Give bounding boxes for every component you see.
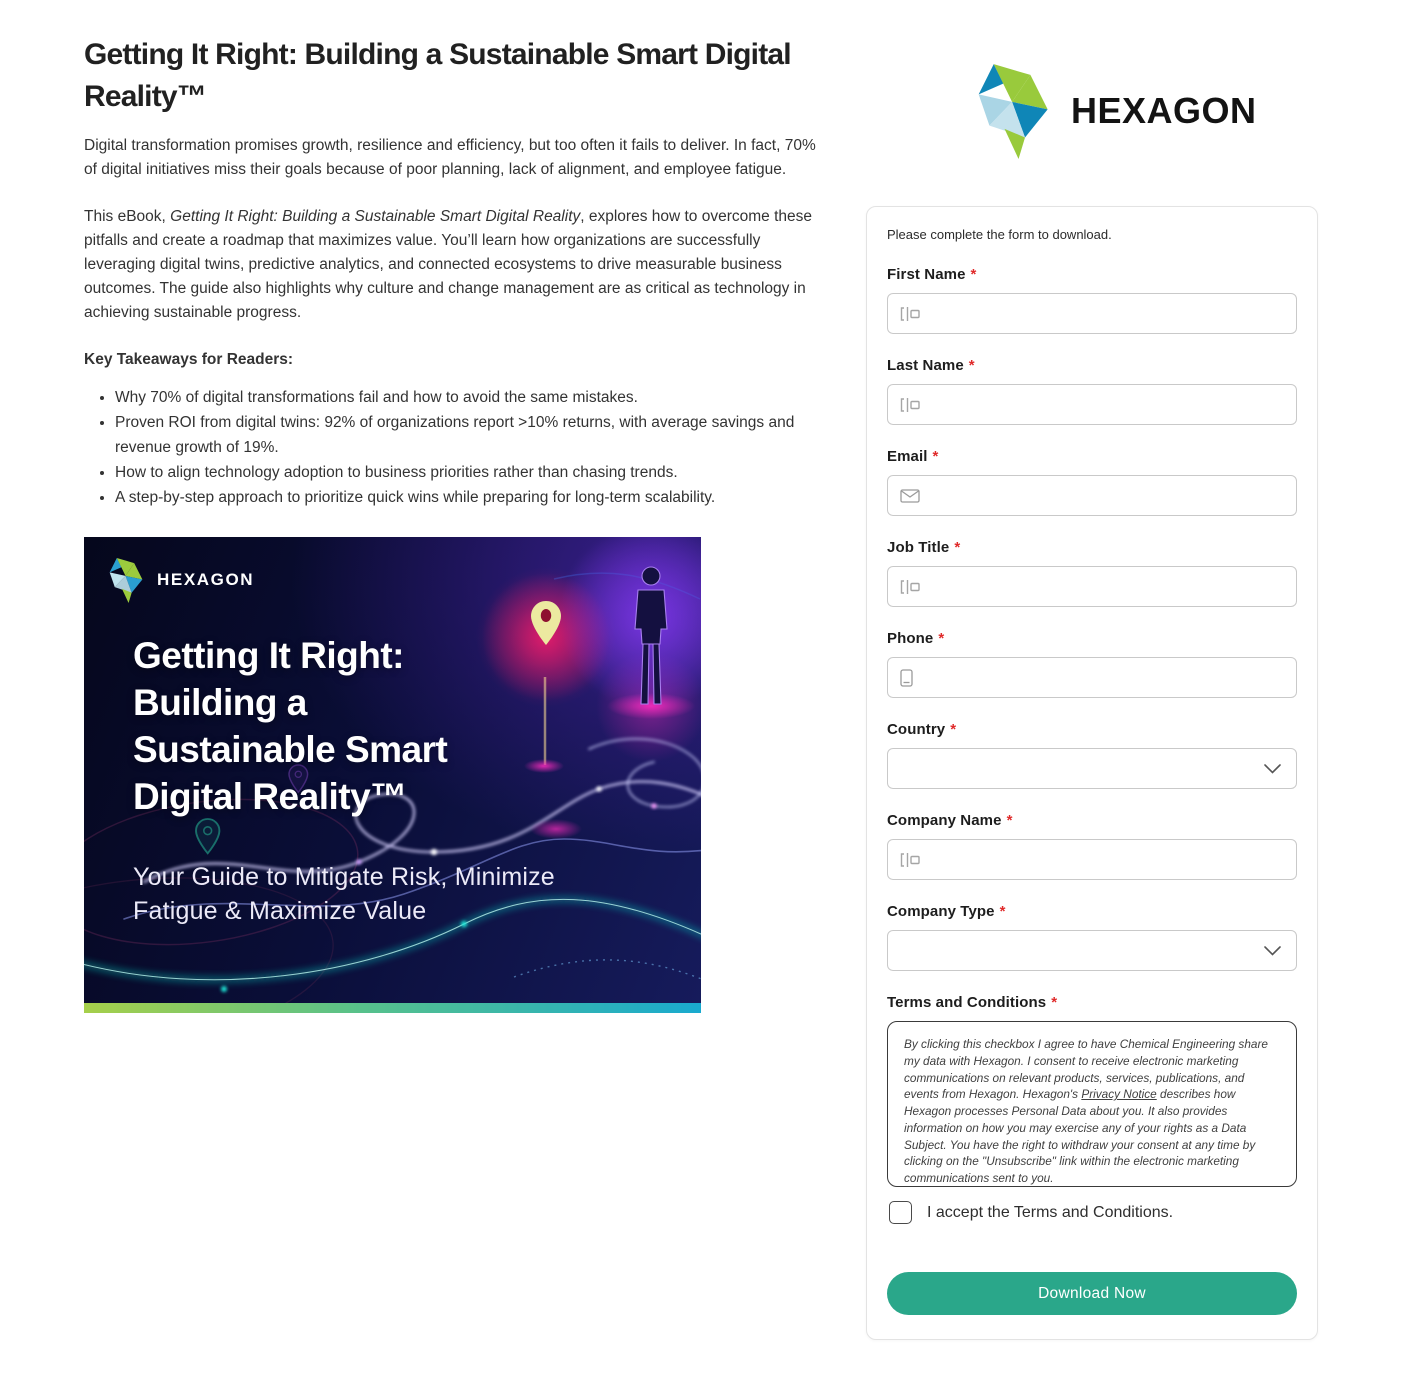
chevron-down-icon — [1264, 764, 1281, 774]
job-title-label: Job Title * — [887, 539, 961, 556]
field-job-title — [887, 539, 1297, 607]
job-title-input[interactable] — [888, 567, 1296, 606]
email-input[interactable] — [888, 476, 1296, 515]
page-title: Getting It Right: Building a Sustainable Smart Digital Reality™ — [84, 38, 791, 113]
ebook-title-italic: Getting It Right: Building a Sustainable Smart Digital Reality — [170, 208, 581, 226]
accept-terms-label: I accept the Terms and Conditions. — [927, 1203, 1174, 1221]
country-label: Country * — [887, 721, 957, 738]
required-asterisk: * — [950, 721, 957, 738]
ebook-cover-image — [84, 537, 701, 1013]
takeaways-list — [84, 386, 829, 511]
email-label: Email * — [887, 448, 939, 465]
company-type-label: Company Type * — [887, 903, 1006, 920]
terms-text-box: By clicking this checkbox I agree to have Chemical Engineering share my data with Hexagon. I consent to receive electronic marketing communications on relevant products, services, publications, and events from Hexagon. Hexagon's Privacy Notice describes how Hexagon processes Personal Data about you. It also provides information on how you may exercise any of your rights as a Data Subject. You have the right to withdraw your consent at any time by clicking on the "Unsubscribe" link within the electronic marketing communications sent to you. — [887, 1021, 1297, 1187]
field-company-type — [887, 903, 1297, 971]
cover-subtitle: Your Guide to Mitigate Risk, Minimize Fatigue & Maximize Value — [133, 862, 555, 925]
field-company-name — [887, 812, 1297, 880]
field-country — [887, 721, 1297, 789]
required-asterisk: * — [954, 539, 961, 556]
company-type-select[interactable] — [887, 930, 1297, 971]
hexagon-logo — [968, 62, 1318, 159]
last-name-label: Last Name * — [887, 357, 975, 374]
article-section — [84, 34, 829, 1013]
company-name-input[interactable] — [888, 840, 1296, 879]
list-item: • Why 70% of digital transformations fail and how to avoid the same mistakes. — [115, 386, 829, 410]
terms-label: Terms and Conditions * — [887, 994, 1058, 1011]
first-name-label: First Name * — [887, 266, 977, 283]
required-asterisk: * — [999, 903, 1006, 920]
field-phone — [887, 630, 1297, 698]
form-column — [866, 0, 1318, 1302]
intro-paragraph: Digital transformation promises growth, resilience and efficiency, but too often it fails to deliver. In fact, 70% of digital initiatives miss their goals because of poor planning, lack of alignment, and employee fatigue. — [84, 137, 816, 179]
required-asterisk: * — [938, 630, 945, 647]
accept-terms-row — [889, 1201, 1297, 1224]
required-asterisk: * — [932, 448, 939, 465]
cover-hexagon-logo — [106, 557, 254, 603]
country-select[interactable] — [887, 748, 1297, 789]
teal-pin-icon — [196, 819, 219, 853]
accept-terms-checkbox[interactable] — [889, 1201, 912, 1224]
list-item: • A step-by-step approach to prioritize quick wins while preparing for long-term scalability. — [115, 486, 829, 510]
takeaways-heading: Key Takeaways for Readers: — [84, 351, 294, 369]
field-last-name — [887, 357, 1297, 425]
text-cursor-icon — [900, 397, 920, 413]
envelope-icon — [900, 488, 920, 503]
required-asterisk: * — [970, 266, 977, 283]
privacy-notice-link[interactable]: Privacy Notice — [1081, 1087, 1157, 1102]
hexagon-logo-text: HEXAGON — [1071, 89, 1257, 131]
required-asterisk: * — [968, 357, 975, 374]
company-name-label: Company Name * — [887, 812, 1013, 829]
required-asterisk: * — [1006, 812, 1013, 829]
text-cursor-icon — [900, 306, 920, 322]
mobile-phone-icon — [900, 669, 913, 687]
text-cursor-icon — [900, 579, 920, 595]
field-first-name — [887, 266, 1297, 334]
download-now-button[interactable]: Download Now — [887, 1272, 1297, 1315]
cover-gradient-strip — [84, 1003, 701, 1013]
list-item: • Proven ROI from digital twins: 92% of organizations report >10% returns, with average savings and revenue growth of 19%. — [115, 411, 829, 460]
field-email — [887, 448, 1297, 516]
first-name-input[interactable] — [888, 294, 1296, 333]
text-cursor-icon — [900, 852, 920, 868]
ebook-paragraph: This eBook, Getting It Right: Building a Sustainable Smart Digital Reality, explores how to overcome these pitfalls and create a roadmap that maximizes value. You’ll learn how organizations are successfully leveraging digital twins, predictive analytics, and connected ecosystems to drive measurable business outcomes. The guide also highlights why culture and change management are as critical as technology in achieving sustainable progress. — [84, 208, 813, 322]
hexagon-logo-mark-icon — [968, 62, 1054, 159]
list-item: • How to align technology adoption to business priorities rather than chasing trends. — [115, 461, 829, 485]
chevron-down-icon — [1264, 946, 1281, 956]
cover-title: Getting It Right: Building a Sustainable Smart Digital Reality™ — [133, 634, 448, 817]
hexagon-logo-mark-icon — [106, 557, 144, 603]
phone-input[interactable] — [888, 658, 1296, 697]
phone-label: Phone * — [887, 630, 945, 647]
download-form — [866, 206, 1318, 1340]
required-asterisk: * — [1051, 994, 1058, 1011]
form-intro-text: Please complete the form to download. — [887, 227, 1112, 242]
last-name-input[interactable] — [888, 385, 1296, 424]
field-terms — [887, 994, 1297, 1224]
cover-brand-text: HEXAGON — [157, 569, 255, 589]
